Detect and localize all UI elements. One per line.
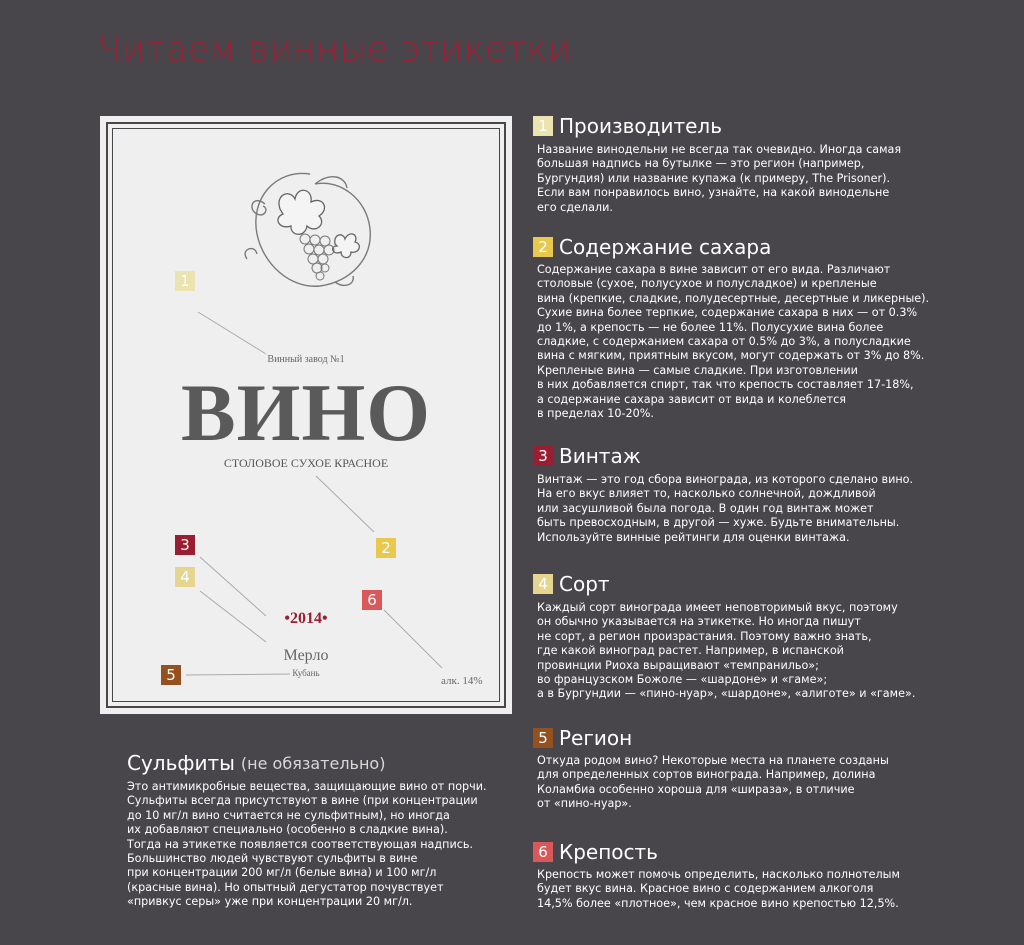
text-line: провинции Риоха выращивают «темпранильо»; (537, 658, 819, 672)
text-line: сладкие, с содержанием сахара от 0.5% до 3%, а полусладкие (537, 335, 911, 349)
text-line: (красные вина). Но опытный дегустатор почувствует (127, 880, 444, 894)
text-line: до 1%, а крепость — не более 11%. Полусухие вина более (537, 320, 884, 334)
text-line: его сделали. (537, 200, 613, 214)
text-line: Тогда на этикетке появляется соответствующая надпись. (127, 837, 474, 851)
text-line: где какой виноград растет. Например, в испанской (537, 644, 844, 658)
section-title: Производитель (559, 114, 722, 138)
text-line: вина (крепкие, сладкие, полудесертные, десертные и ликерные). (537, 291, 930, 305)
label-badge-5: 5 (161, 665, 181, 685)
text-line: На его вкус влияет то, насколько солнечной, дождливой (537, 487, 876, 501)
section-vintage-heading (533, 444, 641, 468)
section-title: Регион (559, 726, 633, 750)
sulfites-note: (не обязательно) (240, 753, 386, 773)
wine-brand: ВИНО (180, 367, 432, 458)
sulfites-text (127, 780, 487, 910)
section-strength-heading (533, 840, 658, 864)
section-title: Сорт (559, 572, 610, 596)
section-badge-2: 2 (533, 237, 553, 257)
text-line: Крепость может помочь определить, насколько полнотелым (537, 868, 900, 881)
sulfites-title: Сульфиты (127, 751, 235, 775)
text-line: Коламбиа особенно хороша для «шираза», в отличие (537, 782, 855, 796)
section-region-heading (533, 726, 632, 750)
wine-label (100, 116, 512, 714)
text-line: в пределах 10-20%. (537, 407, 654, 421)
text-line: Сухие вина более терпкие, содержание сахара в них — от 0.3% (537, 306, 918, 320)
section-variety-heading (533, 572, 610, 596)
label-badge-2: 2 (376, 538, 396, 558)
text-line: Это антимикробные вещества, защищающие вино от порчи. (127, 780, 487, 793)
section-producer-text (537, 143, 901, 215)
text-line: или засушливой была погода. В один год винтаж может (537, 501, 874, 515)
section-badge-5: 5 (533, 728, 553, 748)
page-title: Читаем винные этикетки (98, 30, 572, 70)
text-line: от «пино-нуар». (537, 797, 632, 811)
text-line: 14,5% более «плотное», чем красное вино крепостью 12,5%. (537, 896, 899, 910)
label-badge-4: 4 (175, 567, 195, 587)
text-line: в них добавляется спирт, так что крепость составляет 17-18%, (537, 378, 914, 392)
sulfites-heading (127, 751, 385, 775)
text-line: быть превосходным, в другой — хуже. Будьте внимательны. (537, 516, 900, 530)
section-badge-6: 6 (533, 842, 553, 862)
section-title: Винтаж (559, 444, 641, 468)
wine-vintage: •2014• (284, 610, 328, 627)
text-line: столовые (сухое, полусухое и полусладкое) и крепленые (537, 277, 877, 291)
text-line: вина с мягким, приятным вкусом, могут содержать от 3% до 8%. (537, 349, 925, 363)
section-title: Содержание сахара (559, 235, 772, 259)
wine-abv: алк. 14% (441, 675, 483, 687)
section-badge-1: 1 (533, 116, 553, 136)
text-line: «привкус серы» уже при концентрации 20 мг/л. (127, 895, 413, 909)
text-line: Откуда родом вино? Некоторые места на планете созданы (537, 754, 889, 767)
grape-variety: Мерло (283, 647, 329, 664)
section-sugar-text (537, 263, 929, 421)
text-line: их добавляют специально (особенно в сладкие вина). (127, 823, 448, 837)
wine-type: СТОЛОВОЕ СУХОЕ КРАСНОЕ (223, 456, 389, 470)
text-line: большая надпись на бутылке — это регион (например, (537, 157, 865, 171)
wine-region: Кубань (292, 668, 320, 678)
text-line: до 10 мг/л вино считается не сульфитным), но иногда (127, 808, 450, 822)
text-line: во французском Божоле — «шардоне» и «гаме»; (537, 673, 828, 687)
text-line: Название винодельни не всегда так очевидно. Иногда самая (537, 143, 902, 156)
label-badge-6: 6 (362, 590, 382, 610)
text-line: Бургундия) или название купажа (к примеру, The Prisoner). (537, 171, 891, 185)
text-line: Используйте винные рейтинги для оценки винтажа. (537, 530, 850, 544)
text-line: а в Бургундии — «пино-нуар», «шардоне», «алиготе» и «гаме». (537, 687, 916, 701)
section-region-text (537, 754, 889, 812)
text-line: Сульфиты всегда присутствуют в вине (при концентрации (127, 794, 478, 808)
label-badge-3: 3 (175, 535, 195, 555)
text-line: Крепленые вина — самые сладкие. При изготовлении (537, 363, 858, 377)
section-vintage-text (537, 473, 913, 545)
section-strength-text (537, 868, 900, 911)
section-producer-heading (533, 114, 722, 138)
text-line: Большинство людей чувствуют сульфиты в вине (127, 852, 418, 866)
section-sugar-heading (533, 235, 771, 259)
text-line: не сорт, а регион произрастания. Поэтому важно знать, (537, 629, 872, 643)
text-line: будет вкус вина. Красное вино с содержанием алкоголя (537, 882, 874, 896)
label-badge-1: 1 (175, 271, 195, 291)
text-line: при концентрации 200 мг/л (белые вина) и 100 мг/л (127, 866, 437, 880)
section-variety-text (537, 601, 915, 702)
text-line: он обычно указывается на этикетке. Но иногда пишут (537, 615, 861, 629)
text-line: для определенных сортов винограда. Например, долина (537, 768, 876, 782)
winery-name: Винный завод №1 (267, 354, 345, 365)
text-line: а содержание сахара зависит от вида и колеблется (537, 392, 846, 406)
text-line: Содержание сахара в вине зависит от его вида. Различают (537, 263, 891, 276)
section-badge-3: 3 (533, 446, 553, 466)
text-line: Если вам понравилось вино, узнайте, на какой винодельне (537, 186, 890, 200)
text-line: Каждый сорт винограда имеет неповторимый вкус, поэтому (537, 601, 898, 614)
section-badge-4: 4 (533, 574, 553, 594)
section-title: Крепость (559, 840, 658, 864)
text-line: Винтаж — это год сбора винограда, из которого сделано вино. (537, 473, 914, 486)
